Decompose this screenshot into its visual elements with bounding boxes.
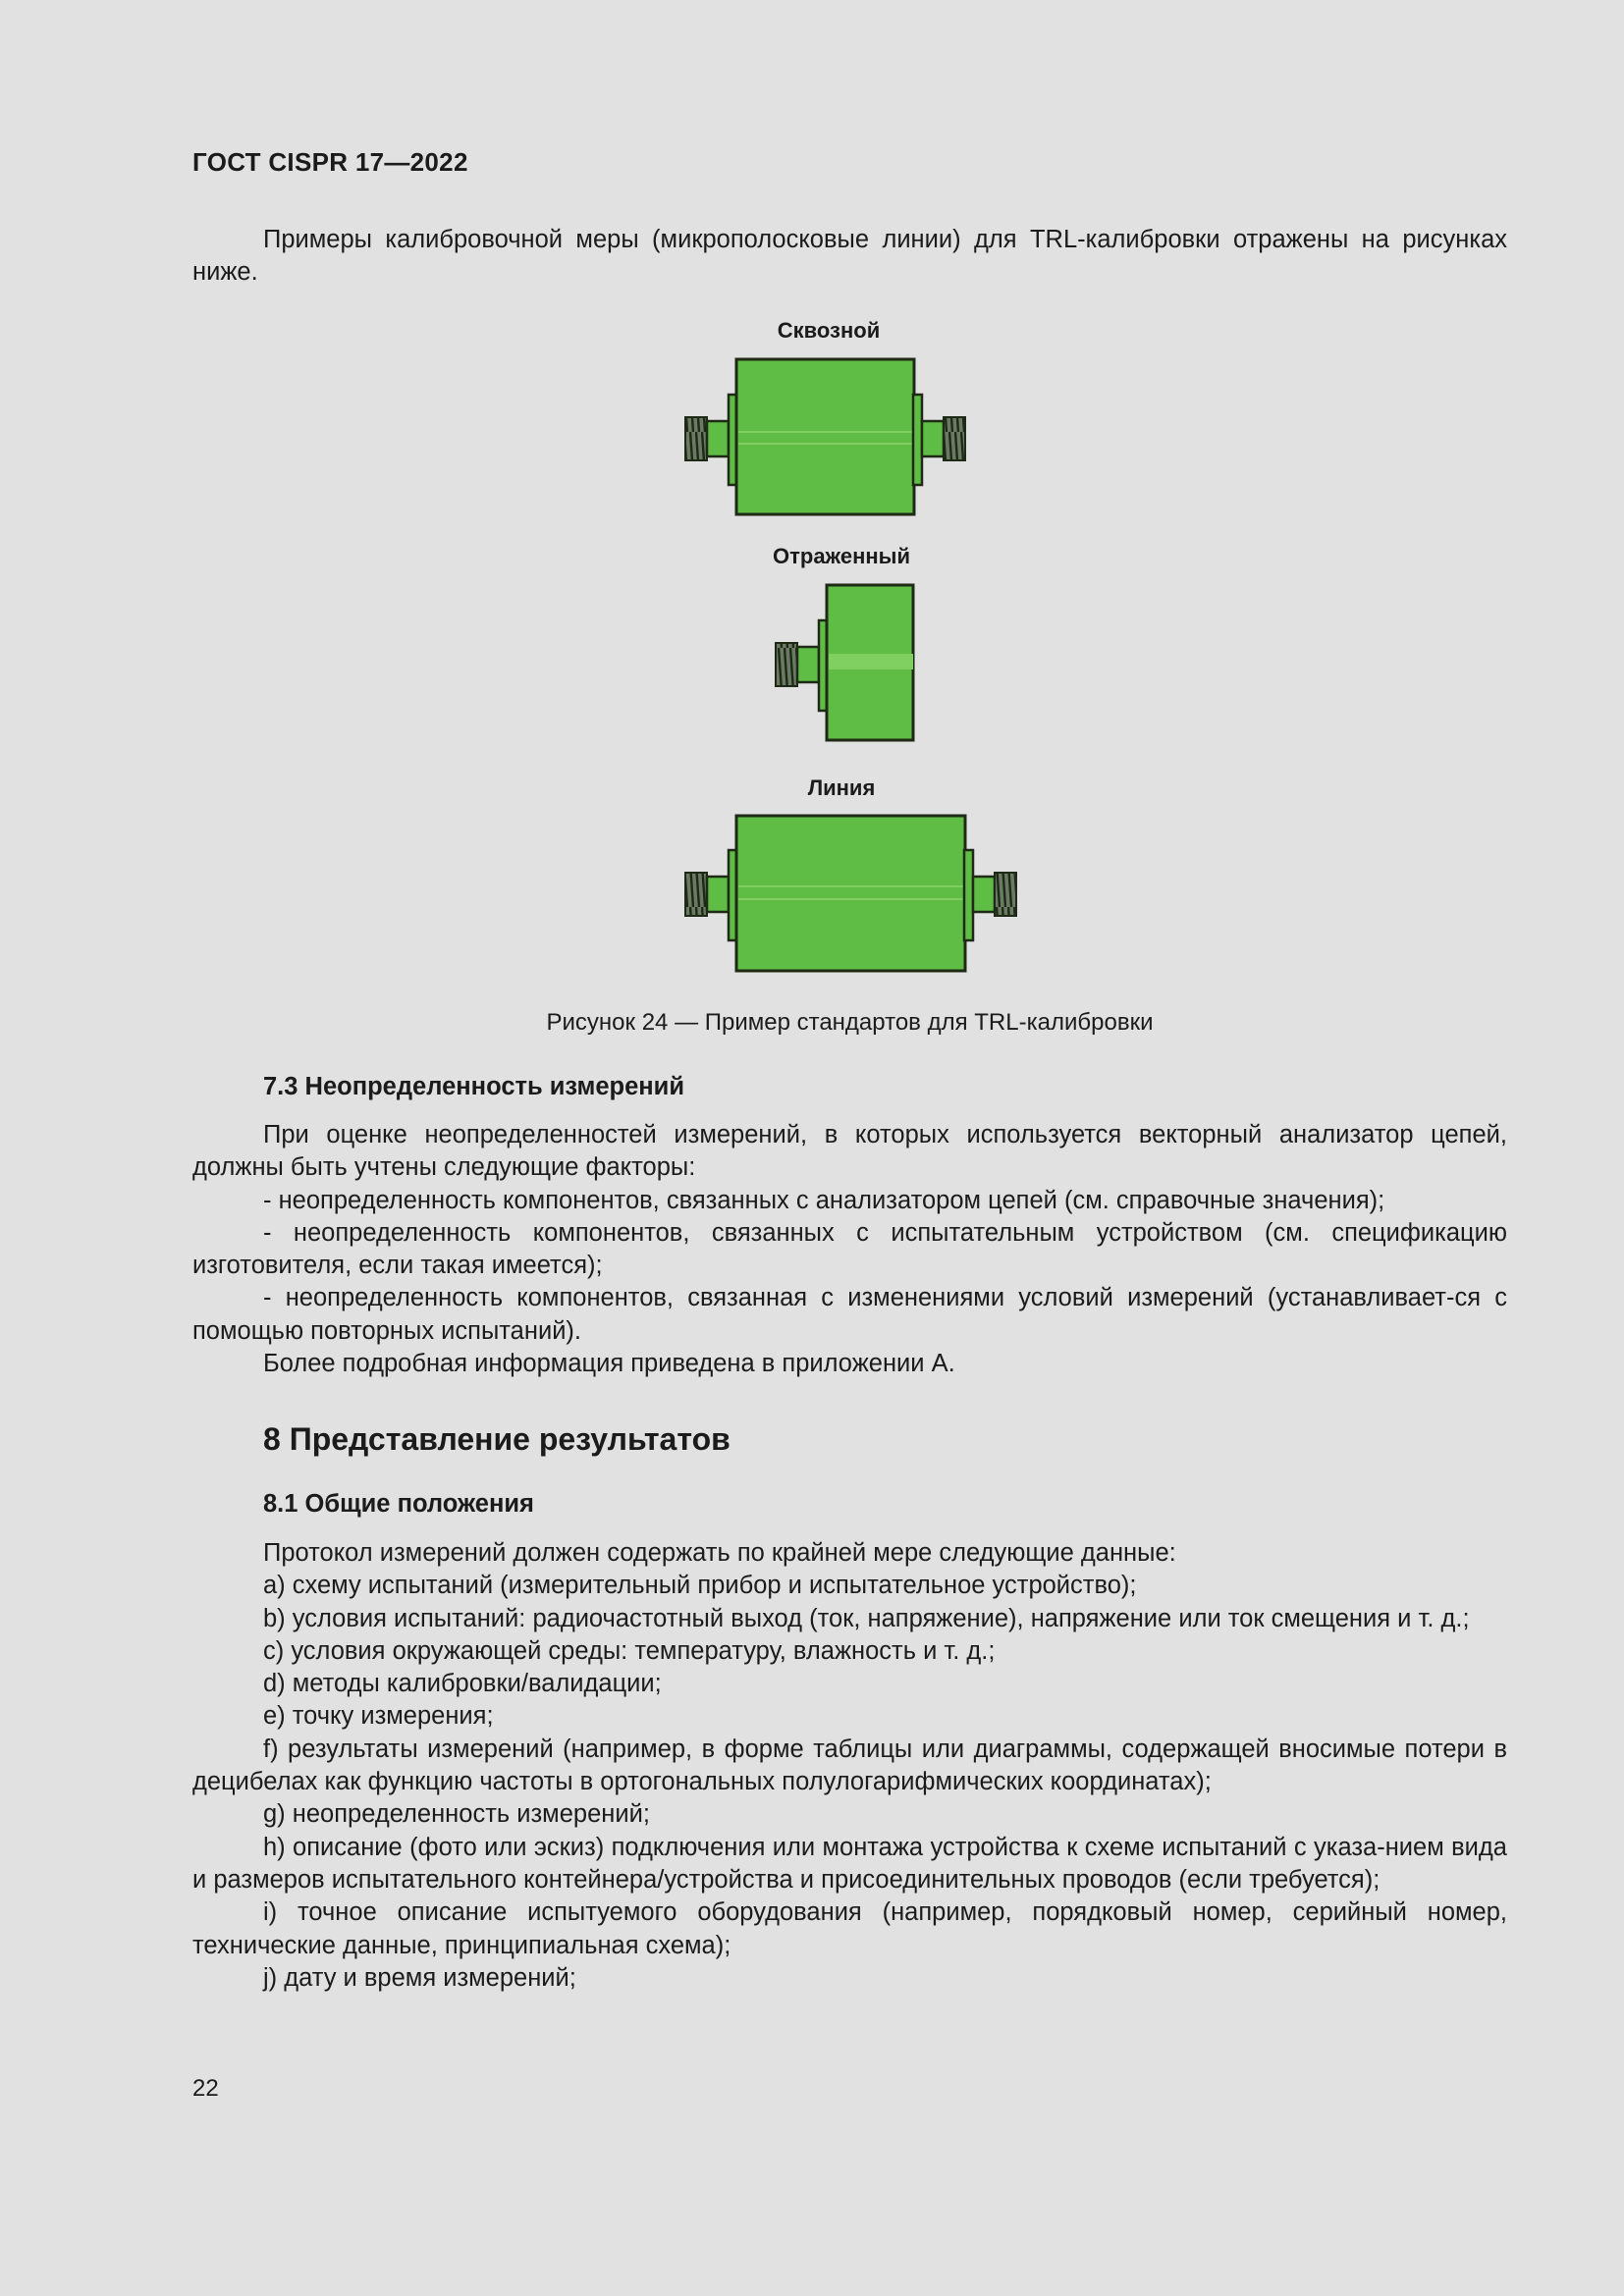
section-8-1-item: h) описание (фото или эскиз) подключения или монтажа устройства к схеме испытаний с указа-нием вида и размеров испытательного контейнера/устройства и присоединительных проводов (если требуется); [192, 1833, 1507, 1894]
section-8-1-heading: 8.1 Общие положения [263, 1490, 534, 1518]
intro-text: Примеры калибровочной меры (микрополосковые линии) для TRL-калибровки отражены на рисунках ниже. [192, 226, 1507, 287]
section-7-3-heading: 7.3 Неопределенность измерений [263, 1073, 685, 1100]
trl-standards-drawing [0, 0, 1624, 1001]
thru-right-flange [913, 395, 922, 485]
section-8-1-item: d) методы калибровки/валидации; [263, 1670, 662, 1698]
section-8-1-body [192, 1537, 1507, 1995]
thru-right-connector-thread [944, 417, 965, 460]
section-7-3-item: - неопределенность компонентов, связанных с испытательным устройством (см. спецификацию изготовителя, если такая имеется); [192, 1218, 1507, 1280]
section-8-1-item: i) точное описание испытуемого оборудования (например, порядковый номер, серийный номер, технические данные, принципиальная схема); [192, 1898, 1507, 1959]
thru-right-connector-pin [922, 421, 944, 456]
reflect-connector-pin [797, 647, 819, 682]
line-left-connector-thread [685, 873, 707, 916]
section-8-1-intro: Протокол измерений должен содержать по крайней мере следующие данные: [263, 1539, 1176, 1567]
section-7-3-item: - неопределенность компонентов, связанная с изменениями условий измерений (устанавливает-ся с помощью повторных испытаний). [192, 1284, 1507, 1345]
section-8-1-item: g) неопределенность измерений; [263, 1800, 650, 1829]
section-7-3-item: - неопределенность компонентов, связанных с анализатором цепей (см. справочные значения); [263, 1186, 1385, 1214]
page-number: 22 [192, 2075, 219, 2102]
thru-standard [685, 359, 965, 514]
section-7-3-intro: При оценке неопределенностей измерений, в которых используется векторный анализатор цепей, должны быть учтены следующие факторы: [192, 1121, 1507, 1182]
section-7-3-body [192, 1119, 1507, 1380]
reflect-connector-thread [776, 643, 797, 686]
section-8-1-item: j) дату и время измерений; [263, 1963, 576, 1992]
line-body [736, 816, 965, 971]
section-8-1-item: f) результаты измерений (например, в форме таблицы или диаграммы, содержащей вносимые потери в децибелах как функцию частоты в ортогональных полулогарифмических координатах); [192, 1735, 1507, 1796]
line-left-connector-pin [707, 877, 729, 912]
section-8-1-item: b) условия испытаний: радиочастотный выход (ток, напряжение), напряжение или ток смещения и т. д.; [263, 1604, 1470, 1632]
reflect-strip [829, 654, 913, 669]
section-8-1-item: a) схему испытаний (измерительный прибор и испытательное устройство); [263, 1572, 1137, 1600]
document-header: ГОСТ CISPR 17—2022 [192, 147, 468, 177]
line-standard [685, 816, 1016, 971]
section-8-1-item: e) точку измерения; [263, 1702, 494, 1731]
figure-caption: Рисунок 24 — Пример стандартов для TRL-калибровки [546, 1009, 1154, 1036]
label-thru: Сквозной [777, 318, 881, 343]
section-7-3-more: Более подробная информация приведена в приложении А. [263, 1350, 955, 1378]
label-reflect: Отраженный [773, 544, 910, 568]
line-right-flange [964, 850, 973, 940]
reflect-standard [776, 585, 913, 740]
section-8-1-item: c) условия окружающей среды: температуру, влажность и т. д.; [263, 1636, 996, 1665]
thru-body [736, 359, 914, 514]
thru-left-connector-thread [685, 417, 707, 460]
thru-left-connector-pin [707, 421, 729, 456]
section-8-heading: 8 Представление результатов [263, 1421, 731, 1457]
line-right-connector-thread [995, 873, 1016, 916]
label-line: Линия [807, 775, 876, 800]
line-right-connector-pin [973, 877, 995, 912]
